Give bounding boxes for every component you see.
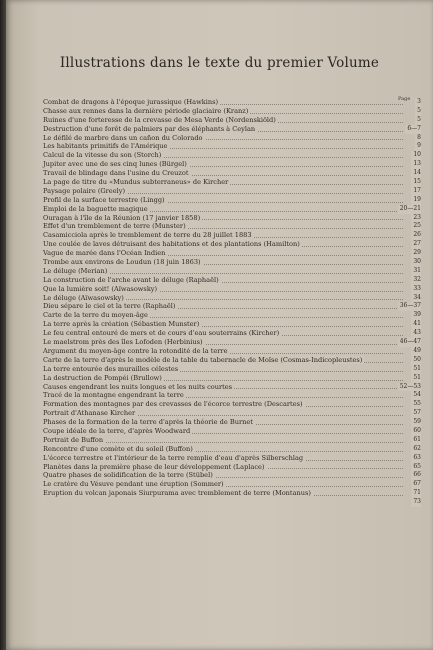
entry-page-number: 65 bbox=[413, 462, 421, 470]
entry-title: Le cratère du Vésuve pendant une éruption (Sommer) bbox=[43, 480, 224, 489]
entry-title: Dieu sépare le ciel et la terre (Raphaël) bbox=[43, 302, 176, 311]
list-item bbox=[43, 365, 421, 374]
list-item bbox=[43, 285, 421, 294]
entry-title: Une coulée de laves détruisant des habitations et des plantations (Hamilton) bbox=[43, 240, 300, 249]
entry-page-number: 51 bbox=[413, 364, 421, 372]
list-item bbox=[43, 338, 421, 347]
list-item bbox=[43, 98, 421, 107]
entry-title: Vague de marée dans l'Océan Indien bbox=[43, 249, 166, 258]
entry-page-number: 32 bbox=[413, 275, 421, 283]
list-item bbox=[43, 374, 421, 383]
entry-page-number: 52—53 bbox=[399, 382, 421, 390]
entry-title: Profil de la surface terrestre (Lingg) bbox=[43, 195, 165, 204]
list-item bbox=[43, 196, 421, 205]
entry-page-number: 9 bbox=[417, 142, 421, 150]
entry-page-number: 73 bbox=[413, 498, 421, 506]
entry-title: Quatre phases de solidification de la terre (Stübel) bbox=[43, 471, 213, 480]
list-item bbox=[43, 436, 421, 445]
list-item bbox=[43, 107, 421, 116]
entry-page-number: 41 bbox=[413, 320, 421, 328]
entry-page-number: 66 bbox=[413, 471, 421, 479]
list-item bbox=[43, 356, 421, 365]
entry-title: Eruption du volcan japonais Siurpurama avec tremblement de terre (Montanus) bbox=[43, 489, 311, 498]
entry-title: Carte de la terre du moyen-âge bbox=[43, 311, 148, 320]
entry-title: Casamicciola après le tremblement de terre du 28 juillet 1883 bbox=[43, 231, 252, 240]
entry-title: Portrait d'Athanase Kircher bbox=[43, 409, 136, 418]
entry-title: Phases de la formation de la terre d'après la théorie de Burnet bbox=[43, 418, 253, 427]
entry-page-number: 13 bbox=[413, 160, 421, 168]
entry-title: Chasse aux rennes dans la dernière période glaciaire (Kranz) bbox=[43, 106, 249, 115]
entry-page-number: 63 bbox=[413, 453, 421, 461]
entry-title: Causes engendrant les nuits longues et les nuits courtes bbox=[43, 382, 233, 391]
entry-title: Coupe idéale de la terre, d'après Woodward bbox=[43, 426, 191, 435]
list-item bbox=[43, 427, 421, 436]
entry-page-number: 15 bbox=[413, 178, 421, 186]
entry-title: Le défilé de marbre dans un cañon du Colorado bbox=[43, 133, 203, 142]
list-item bbox=[43, 391, 421, 400]
entry-page-number: 61 bbox=[413, 435, 421, 443]
entry-page-number: 46—47 bbox=[399, 338, 421, 346]
entry-title: Le déluge (Merian) bbox=[43, 266, 108, 275]
entry-title: La terre entourée des murailles célestes bbox=[43, 364, 179, 373]
entry-page-number: 43 bbox=[413, 329, 421, 337]
entry-page-number: 19 bbox=[413, 195, 421, 203]
entry-page-number: 27 bbox=[413, 240, 421, 248]
list-item bbox=[43, 498, 421, 507]
entry-title: Ruines d'une forteresse de la crevasse de Mesa Verde (Nordenskiöld) bbox=[43, 115, 276, 124]
list-item bbox=[43, 267, 421, 276]
entry-page-number: 23 bbox=[413, 213, 421, 221]
entry-page-number: 30 bbox=[413, 258, 421, 266]
list-item bbox=[43, 142, 421, 151]
list-item bbox=[43, 276, 421, 285]
list-item bbox=[43, 125, 421, 134]
list-item bbox=[43, 400, 421, 409]
entry-page-number: 57 bbox=[413, 409, 421, 417]
entry-title: Le feu central entouré de mers et de cours d'eau souterrains (Kircher) bbox=[43, 329, 280, 338]
entry-page-number: 25 bbox=[413, 222, 421, 230]
entry-page-number: 71 bbox=[413, 489, 421, 497]
entry-title: L'écorce terrestre et l'intérieur de la terre remplie d'eau d'après Silberschlag bbox=[43, 453, 304, 462]
page-column-header: Page bbox=[398, 96, 411, 102]
entry-title: Portrait de Buffon bbox=[43, 435, 104, 444]
list-item bbox=[43, 347, 421, 356]
entry-page-number: 5 bbox=[417, 115, 421, 123]
list-item bbox=[43, 151, 421, 160]
list-item bbox=[43, 187, 421, 196]
list-item bbox=[43, 480, 421, 489]
entry-title: Calcul de la vitesse du son (Storch) bbox=[43, 151, 162, 160]
entry-title: Combat de dragons à l'époque jurassique (Hawkins) bbox=[43, 98, 219, 106]
entry-page-number: 6—7 bbox=[407, 124, 421, 132]
entry-title: Formation des montagnes par des crevasses de l'écorce terrestre (Descartes) bbox=[43, 400, 303, 409]
entry-title: Argument du moyen-âge contre la rotondité de la terre bbox=[43, 346, 228, 355]
entry-page-number: 49 bbox=[413, 346, 421, 354]
list-item bbox=[43, 258, 421, 267]
entry-title bbox=[43, 498, 45, 506]
entry-page-number: 55 bbox=[413, 400, 421, 408]
entry-page-number: 10 bbox=[413, 151, 421, 159]
list-item bbox=[43, 116, 421, 125]
book-page bbox=[6, 0, 433, 650]
entry-page-number: 50 bbox=[413, 355, 421, 363]
entry-page-number: 67 bbox=[413, 480, 421, 488]
entry-title: La terre après la création (Sébastien Munster) bbox=[43, 320, 200, 329]
list-item bbox=[43, 231, 421, 240]
entry-title: La page de titre du «Mundus subterraneus» de Kircher bbox=[43, 178, 229, 187]
entry-title: Paysage polaire (Greely) bbox=[43, 186, 126, 195]
list-item bbox=[43, 409, 421, 418]
illustration-list bbox=[43, 98, 421, 507]
entry-title: Le maelstrom près des îles Lofoden (Herbinius) bbox=[43, 338, 203, 347]
entry-title: Tracé de la montagne engendrant la terre bbox=[43, 391, 184, 400]
list-item bbox=[43, 169, 421, 178]
entry-title: Rencontre d'une comète et du soleil (Buffon) bbox=[43, 444, 193, 453]
entry-page-number: 20—21 bbox=[399, 204, 421, 212]
entry-page-number: 51 bbox=[413, 373, 421, 381]
entry-page-number: 62 bbox=[413, 444, 421, 452]
entry-title: Emploi de la baguette magique bbox=[43, 204, 148, 213]
entry-page-number: 8 bbox=[417, 133, 421, 141]
list-item bbox=[43, 454, 421, 463]
list-item bbox=[43, 445, 421, 454]
entry-page-number: 34 bbox=[413, 293, 421, 301]
entry-page-number: 14 bbox=[413, 169, 421, 177]
list-item bbox=[43, 320, 421, 329]
entry-title: Carte de la terre d'après le modèle de la table du tabernacle de Moïse (Cosmas-Indicopleustes) bbox=[43, 355, 363, 364]
entry-page-number: 29 bbox=[413, 249, 421, 257]
list-item bbox=[43, 240, 421, 249]
entry-page-number: 59 bbox=[413, 418, 421, 426]
list-item bbox=[43, 160, 421, 169]
entry-page-number: 39 bbox=[413, 311, 421, 319]
list-item bbox=[43, 418, 421, 427]
entry-title: La destruction de Pompéi (Brullow) bbox=[43, 373, 162, 382]
entry-title: Travail de blindage dans l'usine du Creuzot bbox=[43, 169, 189, 178]
entry-page-number: 36—37 bbox=[399, 302, 421, 310]
entry-title: Effet d'un tremblement de terre (Munster) bbox=[43, 222, 186, 231]
page-title: Illustrations dans le texte du premier Volume bbox=[59, 55, 380, 71]
entry-page-number: 3 bbox=[417, 98, 421, 105]
entry-page-number: 5 bbox=[417, 106, 421, 114]
list-item bbox=[43, 249, 421, 258]
entry-page-number: 60 bbox=[413, 426, 421, 434]
entry-title: Que la lumière soit! (Aïwasowsky) bbox=[43, 284, 158, 293]
entry-title: Les habitants primitifs de l'Amérique bbox=[43, 142, 168, 151]
list-item bbox=[43, 205, 421, 214]
entry-page-number: 54 bbox=[413, 391, 421, 399]
list-item bbox=[43, 178, 421, 187]
list-item bbox=[43, 471, 421, 480]
entry-title: La construction de l'arche avant le déluge (Raphaël) bbox=[43, 275, 219, 284]
entry-title: Planètes dans la première phase de leur développement (Laplace) bbox=[43, 462, 265, 471]
entry-title: Le déluge (Aïwasowsky) bbox=[43, 293, 124, 302]
entry-page-number: 26 bbox=[413, 231, 421, 239]
entry-page-number: 17 bbox=[413, 186, 421, 194]
entry-title: Trombe aux environs de Loudun (18 juin 1863) bbox=[43, 258, 201, 267]
entry-title: Jupiter avec une de ses cinq lunes (Bürgel) bbox=[43, 160, 187, 169]
entry-page-number: 33 bbox=[413, 284, 421, 292]
entry-page-number: 31 bbox=[413, 266, 421, 274]
entry-title: Ouragan à l'île de la Réunion (17 janvier 1858) bbox=[43, 213, 201, 222]
list-item bbox=[43, 329, 421, 338]
list-item bbox=[43, 489, 421, 498]
list-item bbox=[43, 311, 421, 320]
entry-title: Destruction d'une forêt de palmiers par des éléphants à Ceylan bbox=[43, 124, 256, 133]
